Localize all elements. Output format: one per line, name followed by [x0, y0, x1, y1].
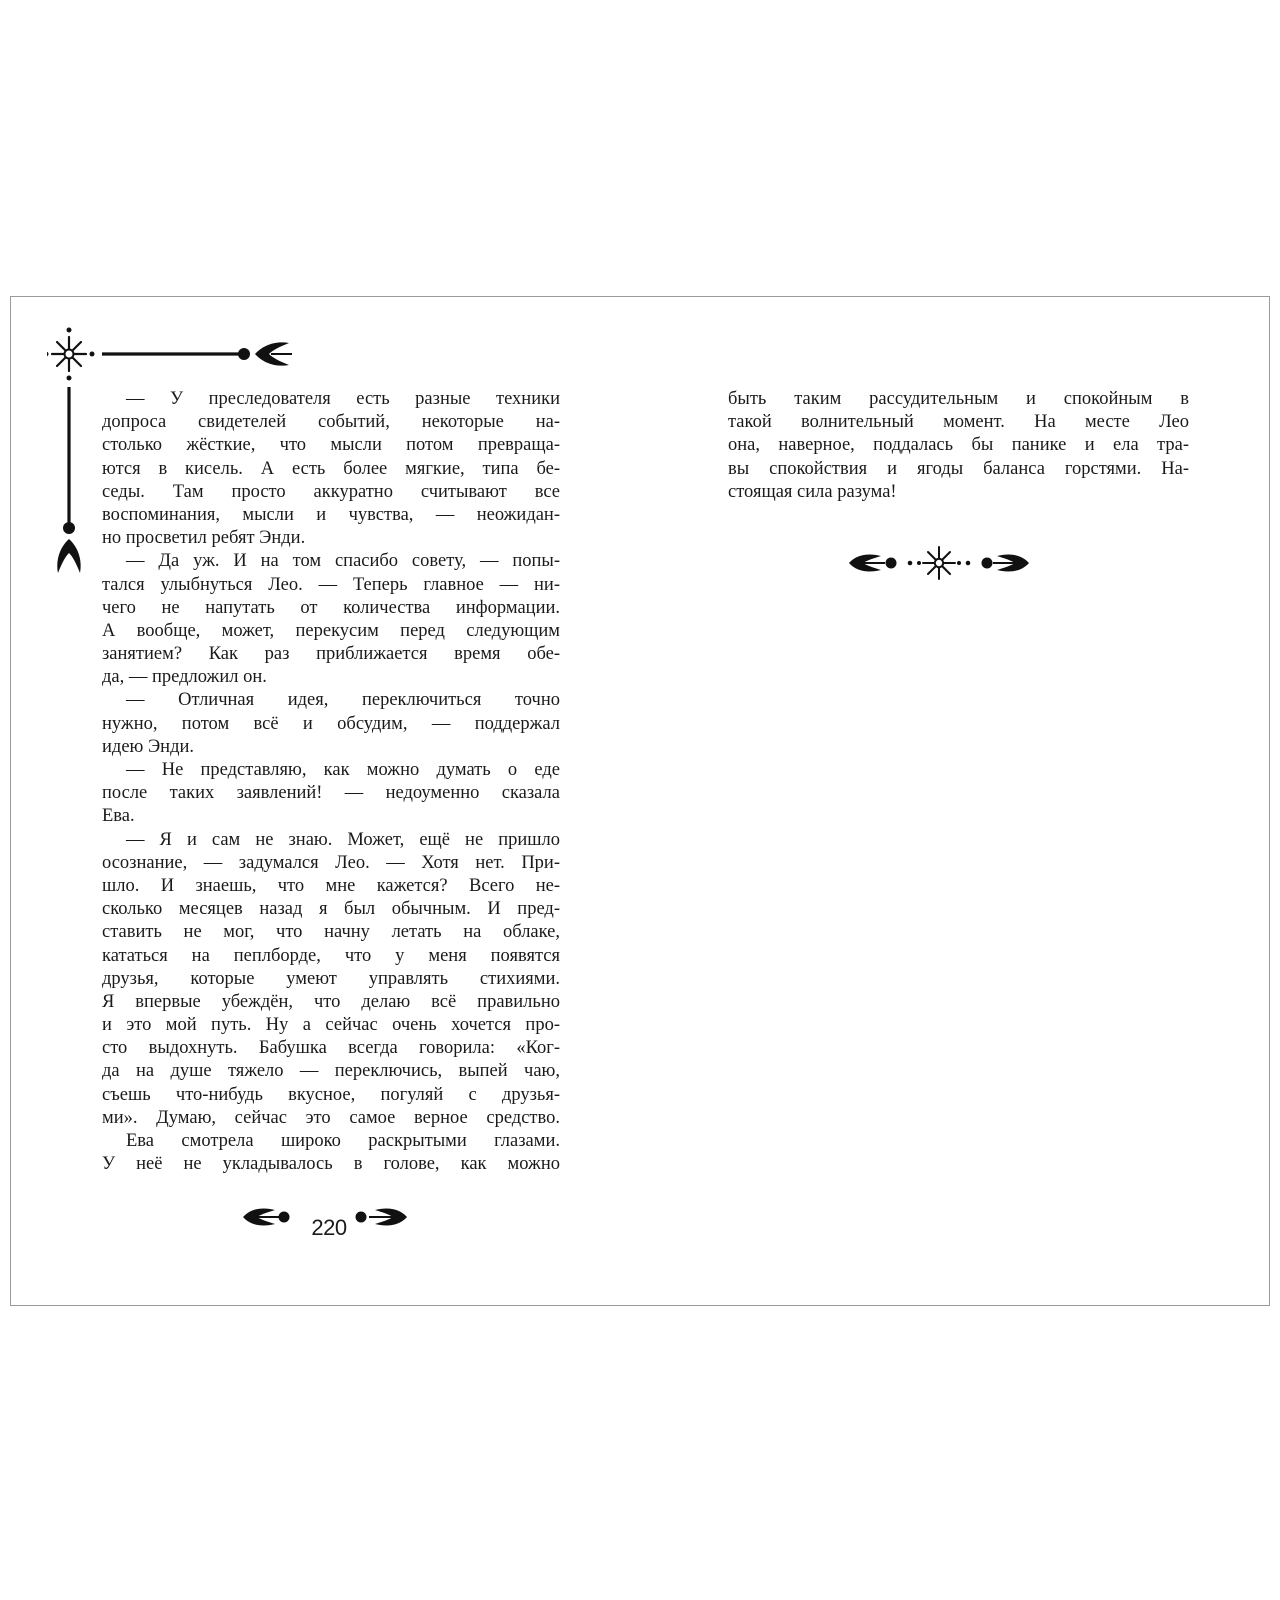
text-line: быть таким рассудительным и спокойным в	[728, 389, 1189, 409]
left-page-text	[102, 388, 560, 1176]
text-line: кататься на пеплборде, что у меня появятся	[102, 945, 560, 966]
text-line: чего не напутать от количества информации.	[102, 597, 560, 618]
text-line: стоящая сила разума!	[728, 481, 897, 502]
text-line: сколько месяцев назад я был обычным. И пред-	[102, 899, 560, 920]
text-line: ставить не мог, что начну летать на облаке,	[102, 922, 560, 943]
text-line: идею Энди.	[102, 736, 195, 757]
text-line: шло. И знаешь, что мне кажется? Всего не-	[102, 875, 560, 896]
right-page-text	[728, 388, 1189, 504]
page-number: 220	[311, 1215, 347, 1240]
text-line: — Да уж. И на том спасибо совету, — попы-	[126, 551, 560, 572]
text-line: осознание, — задумался Лео. — Хотя нет. При-	[102, 852, 560, 873]
page-number-flourish-icon	[241, 1205, 301, 1229]
book-spread	[10, 296, 1270, 1306]
text-line: друзья, которые умеют управлять стихиями.	[102, 968, 560, 989]
text-line: но просветил ребят Энди.	[102, 528, 306, 549]
text-line: съешь что-нибудь вкусное, погуляй с друзья-	[102, 1084, 560, 1105]
text-line: ются в кисель. А есть более мягкие, типа бе-	[102, 458, 560, 479]
text-line: — Я и сам не знаю. Может, ещё не пришло	[126, 829, 560, 850]
text-line: такой волнительный момент. На месте Лео	[728, 412, 1189, 433]
text-line: А вообще, может, перекусим перед следующим	[102, 620, 560, 641]
text-line: да на душе тяжело — переключись, выпей чаю,	[102, 1061, 560, 1082]
text-line: сто выдохнуть. Бабушка всегда говорила: «Ког-	[102, 1038, 560, 1059]
text-line: Ева.	[102, 806, 135, 827]
section-break-flourish-icon	[847, 543, 1031, 583]
text-line: воспоминания, мысли и чувства, — неожидан-	[102, 504, 560, 525]
text-line: ми». Думаю, сейчас это самое верное средство.	[102, 1107, 560, 1128]
text-line: седы. Там просто аккуратно считывают все	[102, 481, 560, 502]
page-number-flourish-icon	[349, 1205, 409, 1229]
text-line: — У преследователя есть разные техники	[126, 389, 560, 409]
text-line: и это мой путь. Ну а сейчас очень хочется про-	[102, 1015, 560, 1036]
text-line: столько жёсткие, что мысли потом превраща-	[102, 435, 560, 456]
text-line: занятием? Как раз приближается время обе-	[102, 644, 560, 665]
text-line: — Не представляю, как можно думать о еде	[126, 760, 560, 780]
text-line: да, — предложил он.	[102, 667, 267, 688]
text-line: вы спокойствия и ягоды баланса горстями. На-	[728, 458, 1189, 479]
text-line: тался улыбнуться Лео. — Теперь главное — ни-	[102, 574, 560, 595]
text-line: нужно, потом всё и обсудим, — поддержал	[102, 713, 560, 734]
text-line: У неё не укладывалось в голове, как можно	[102, 1154, 560, 1175]
text-line: после таких заявлений! — недоуменно сказала	[102, 783, 560, 804]
text-line: — Отличная идея, переключиться точно	[126, 690, 560, 711]
text-line: допроса свидетелей событий, некоторые на-	[102, 412, 560, 433]
text-line: Ева смотрела широко раскрытыми глазами.	[126, 1131, 560, 1151]
text-line: Я впервые убеждён, что делаю всё правильно	[102, 991, 560, 1012]
text-line: она, наверное, поддалась бы панике и ела тра-	[728, 435, 1189, 456]
